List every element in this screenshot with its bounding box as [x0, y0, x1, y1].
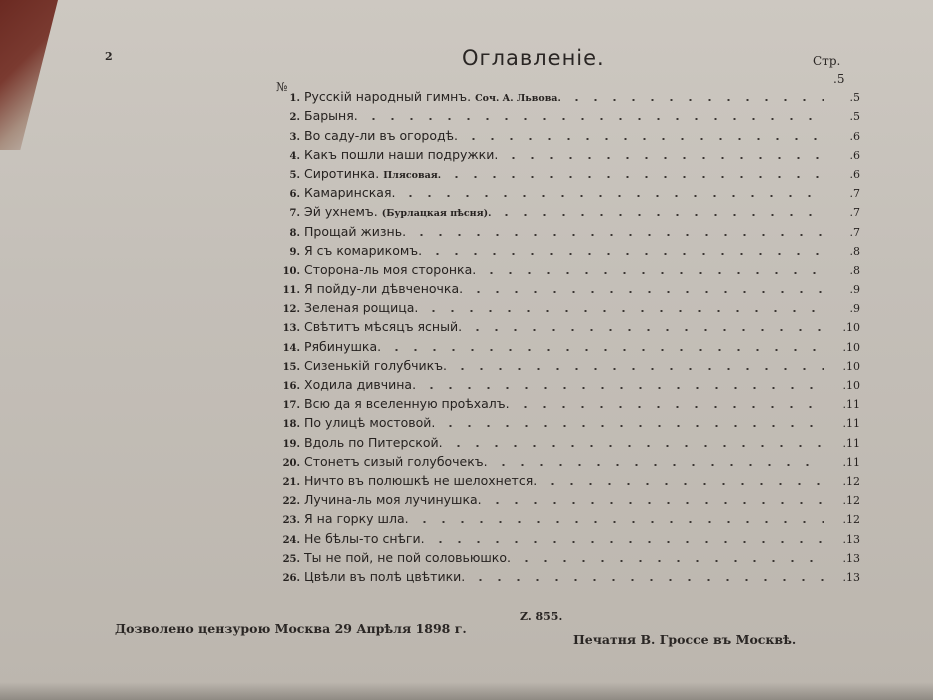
entry-number: 15.: [282, 361, 300, 373]
entry-number: 6.: [289, 189, 300, 201]
entry-title-group: [304, 339, 381, 354]
entry-title: Рябинушка.: [304, 338, 382, 354]
dot-leader: [387, 349, 824, 351]
entry-number: 14.: [282, 342, 300, 354]
entry-title-group: [304, 243, 422, 258]
table-of-contents: [270, 85, 860, 584]
dot-leader: [504, 157, 824, 159]
entry-page: .10: [842, 379, 860, 392]
entry-title: Ходила дивчина.: [304, 377, 417, 392]
entry-title: Я съ комарикомъ.: [304, 242, 423, 258]
entry-number: 26.: [282, 572, 300, 584]
printer-note: Печатня В. Гроссе въ Москвѣ.: [573, 632, 797, 647]
entry-title: Всю да я вселенную проѣхалъ.: [304, 396, 510, 412]
entry-title-group: [304, 358, 447, 373]
toc-entry: [270, 239, 860, 258]
dot-leader: [516, 406, 824, 408]
entry-title-group: [304, 550, 511, 565]
entry-number: 21.: [282, 476, 300, 488]
entry-title: Камаринская.: [304, 185, 396, 201]
entry-title-group: [304, 396, 510, 411]
dot-leader: [453, 368, 824, 370]
entry-number: 16.: [282, 381, 300, 392]
entry-subtitle: Плясовая.: [383, 169, 442, 181]
entry-title: Сиротинка.: [304, 165, 380, 181]
entry-title-group: [304, 89, 561, 104]
toc-entry: [270, 565, 860, 584]
entry-page: .10: [842, 340, 860, 354]
dot-leader: [422, 387, 824, 389]
page-column-label: Стр.: [813, 54, 841, 68]
entry-number: 4.: [289, 150, 300, 162]
entry-page: .11: [842, 398, 860, 412]
entry-page: .6: [849, 167, 860, 181]
entry-title: Цвѣли въ полѣ цвѣтики.: [304, 568, 466, 584]
entry-page: .7: [849, 206, 860, 220]
entry-page: .6: [849, 129, 860, 143]
entry-number: 11.: [282, 285, 300, 297]
entry-page: .9: [849, 283, 860, 297]
entry-page: .7: [849, 225, 860, 239]
entry-page: .12: [842, 513, 860, 527]
dot-leader: [364, 118, 824, 120]
entry-title: Я пойду-ли дѣвченочка.: [304, 281, 464, 297]
toc-entry: [270, 469, 860, 488]
toc-entry: [270, 200, 860, 219]
entry-number: 22.: [282, 496, 300, 508]
entry-number: 20.: [282, 457, 300, 469]
entry-title-group: [304, 185, 395, 200]
entry-title: Сторона-ль моя сторонка.: [304, 261, 477, 277]
dot-leader: [464, 138, 824, 140]
entry-title: Прощай жизнь.: [304, 223, 407, 239]
entry-title: Стонетъ сизый голубочекъ.: [304, 453, 488, 469]
toc-entry: [270, 507, 860, 526]
toc-entry: [270, 277, 860, 296]
entry-title: Я на горку шла.: [304, 511, 409, 527]
entry-number: 24.: [282, 534, 300, 546]
entry-title-group: [304, 531, 425, 546]
entry-title: Вдоль по Питерской.: [304, 434, 443, 450]
entry-title-group: [304, 204, 491, 219]
dot-leader: [471, 579, 824, 581]
entry-title: Ты не пой, не пой соловьюшко.: [304, 549, 511, 565]
entry-title-group: [304, 473, 537, 488]
entry-page: .9: [849, 302, 860, 316]
entry-number: 18.: [282, 419, 300, 431]
dot-leader: [441, 425, 824, 427]
dot-leader: [449, 445, 824, 447]
entry-number: 23.: [282, 515, 300, 527]
entry-title: Какъ пошли наши подружки.: [304, 146, 499, 162]
entry-page: .8: [849, 263, 860, 277]
entry-number: 25.: [282, 553, 300, 565]
dot-leader: [431, 541, 824, 543]
page-number: 2: [105, 50, 113, 63]
entry-title-group: [304, 108, 358, 123]
entry-number: 5.: [289, 169, 300, 181]
entry-title: По улицѣ мостовой.: [304, 415, 436, 431]
toc-entry: [270, 104, 860, 123]
dot-leader: [494, 464, 824, 466]
toc-entry: [270, 354, 860, 373]
entry-title: Не бѣлы-то снѣги.: [304, 530, 425, 546]
entry-number: 8.: [289, 227, 300, 239]
toc-entry: [270, 123, 860, 142]
entry-number: 19.: [282, 438, 300, 450]
entry-title-group: [304, 569, 465, 584]
entry-title-group: [304, 415, 435, 430]
entry-title: Сизенькій голубчикъ.: [304, 357, 448, 373]
plate-code: Z. 855.: [520, 610, 563, 623]
toc-entry: [270, 450, 860, 469]
entry-title: Русскій народный гимнъ.: [304, 89, 472, 105]
entry-subtitle: (Бурлацкая пѣсня).: [381, 208, 492, 220]
dot-leader: [415, 521, 824, 523]
entry-page: .10: [842, 359, 860, 373]
toc-entry: [270, 526, 860, 545]
toc-entry: [270, 488, 860, 507]
entry-number: 1.: [289, 93, 300, 105]
entry-title: Лучина-ль моя лучинушка.: [304, 492, 482, 508]
dot-leader: [468, 329, 824, 331]
entry-title-group: [304, 262, 476, 277]
entry-page: .13: [842, 532, 860, 546]
toc-entry: [270, 546, 860, 565]
entry-title: Свѣтитъ мѣсяцъ ясный.: [304, 319, 463, 335]
entry-title: Эй ухнемъ.: [304, 204, 378, 220]
entry-title-group: [304, 224, 406, 239]
toc-entry: [270, 315, 860, 334]
entry-page: .11: [842, 436, 860, 450]
toc-entry: [270, 181, 860, 200]
entry-page: .11: [842, 455, 860, 469]
toc-entry: [270, 411, 860, 430]
dot-leader: [428, 253, 824, 255]
toc-entry: [270, 143, 860, 162]
entry-number: 13.: [282, 323, 300, 335]
dot-leader: [469, 291, 824, 293]
entry-page: .12: [842, 474, 860, 488]
entry-title-group: [304, 319, 462, 334]
entry-title: Во саду-ли въ огородѣ.: [304, 127, 458, 143]
entry-title-group: [304, 300, 418, 315]
entry-title-group: [304, 128, 458, 143]
dot-leader: [517, 560, 824, 562]
toc-entry: [270, 85, 860, 104]
page-edge-shadow: [0, 682, 933, 700]
entry-page: .11: [842, 417, 860, 431]
toc-entry: [270, 296, 860, 315]
entry-title-group: [304, 166, 441, 181]
toc-entry: [270, 258, 860, 277]
dot-leader: [488, 502, 824, 504]
entry-page: .6: [849, 148, 860, 162]
entry-title-group: [304, 435, 443, 450]
top-page-value: .5: [833, 72, 845, 86]
dot-leader: [497, 214, 824, 216]
entry-page: .7: [849, 187, 860, 201]
entry-subtitle: Соч. А. Львова.: [475, 93, 561, 105]
entry-title-group: [304, 147, 498, 162]
entry-title-group: [304, 454, 488, 469]
dot-leader: [424, 310, 824, 312]
entry-number: 9.: [289, 246, 300, 258]
entry-number: 7.: [289, 208, 300, 220]
entry-page: .13: [842, 551, 860, 565]
dot-leader: [543, 483, 824, 485]
censor-note: Дозволено цензурою Москва 29 Апрѣля 1898 г.: [115, 621, 467, 636]
dot-leader: [482, 272, 824, 274]
entry-title: Барыня.: [304, 108, 358, 124]
dot-leader: [401, 195, 824, 197]
dot-leader: [447, 176, 824, 178]
entry-number: 10.: [282, 265, 300, 277]
dot-leader: [567, 99, 824, 101]
entry-page: .5: [849, 91, 860, 105]
entry-title-group: [304, 281, 463, 296]
entry-title-group: [304, 492, 482, 507]
entry-number: 12.: [282, 304, 300, 316]
toc-entry: [270, 162, 860, 181]
entry-number: 3.: [289, 131, 300, 143]
toc-entry: [270, 430, 860, 449]
toc-entry: [270, 334, 860, 353]
torn-corner: [0, 0, 58, 150]
toc-entry: [270, 392, 860, 411]
entry-page: .12: [842, 494, 860, 508]
dot-leader: [412, 234, 824, 236]
entry-title-group: [304, 377, 416, 392]
entry-number: 17.: [282, 400, 300, 412]
number-column-label: №: [276, 80, 288, 94]
entry-page: .8: [849, 244, 860, 258]
entry-title: Зеленая рощица.: [304, 300, 419, 316]
entry-number: 2.: [289, 112, 300, 124]
entry-page: .13: [842, 570, 860, 584]
entry-page: .10: [842, 321, 860, 335]
entry-title-group: [304, 511, 409, 526]
toc-entry: [270, 373, 860, 392]
entry-page: .5: [849, 110, 860, 124]
page-title: Оглавленіе.: [462, 46, 605, 70]
entry-title: Ничто въ полюшкѣ не шелохнется.: [304, 472, 538, 488]
toc-entry: [270, 219, 860, 238]
